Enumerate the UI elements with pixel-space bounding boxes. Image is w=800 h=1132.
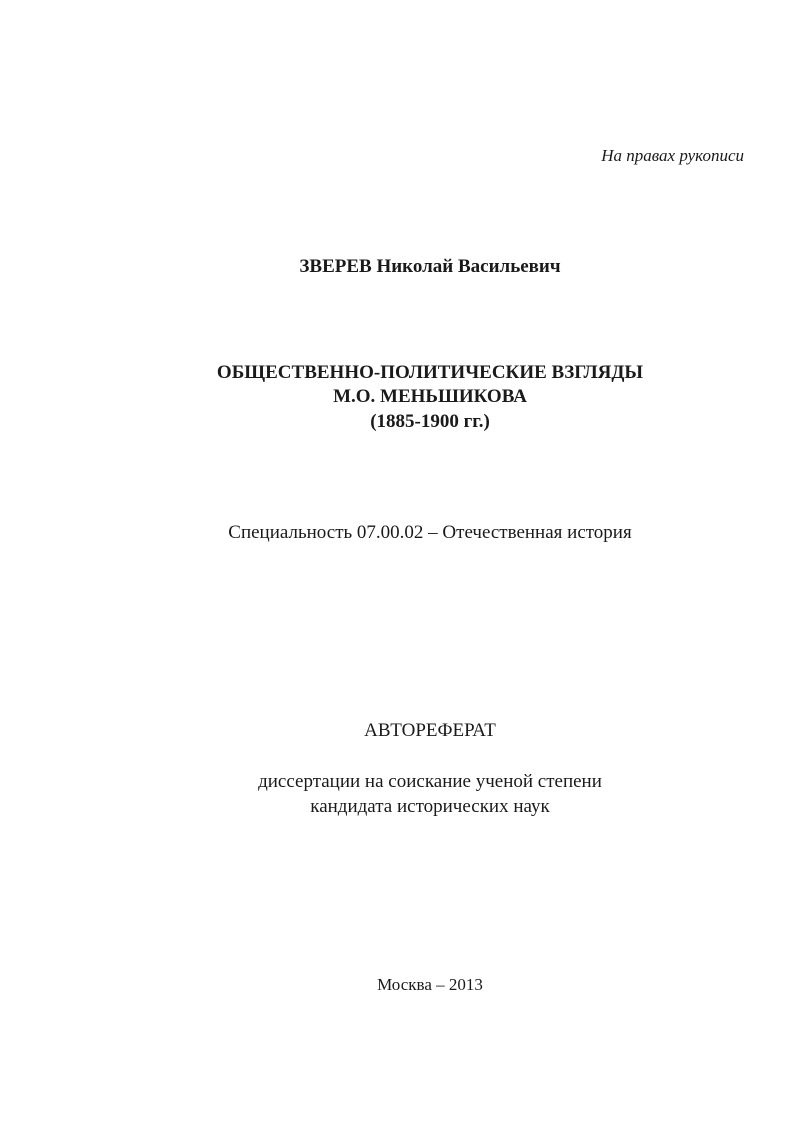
degree-purpose-line-1: диссертации на соискание ученой степени <box>258 771 602 792</box>
specialty-text: Специальность 07.00.02 – Отечественная история <box>228 522 632 543</box>
dissertation-title-line-1: ОБЩЕСТВЕННО-ПОЛИТИЧЕСКИЕ ВЗГЛЯДЫ <box>216 362 644 383</box>
degree-purpose-line-2: кандидата исторических наук <box>310 796 550 817</box>
dissertation-title-line-2: М.О. МЕНЬШИКОВА <box>333 386 527 407</box>
dissertation-title-line-3: (1885-1900 гг.) <box>370 411 490 432</box>
place-and-year: Москва – 2013 <box>377 975 483 994</box>
rights-note: На правах рукописи <box>601 146 744 165</box>
document-type: АВТОРЕФЕРАТ <box>364 720 496 741</box>
author-name: ЗВЕРЕВ Николай Васильевич <box>299 256 561 277</box>
